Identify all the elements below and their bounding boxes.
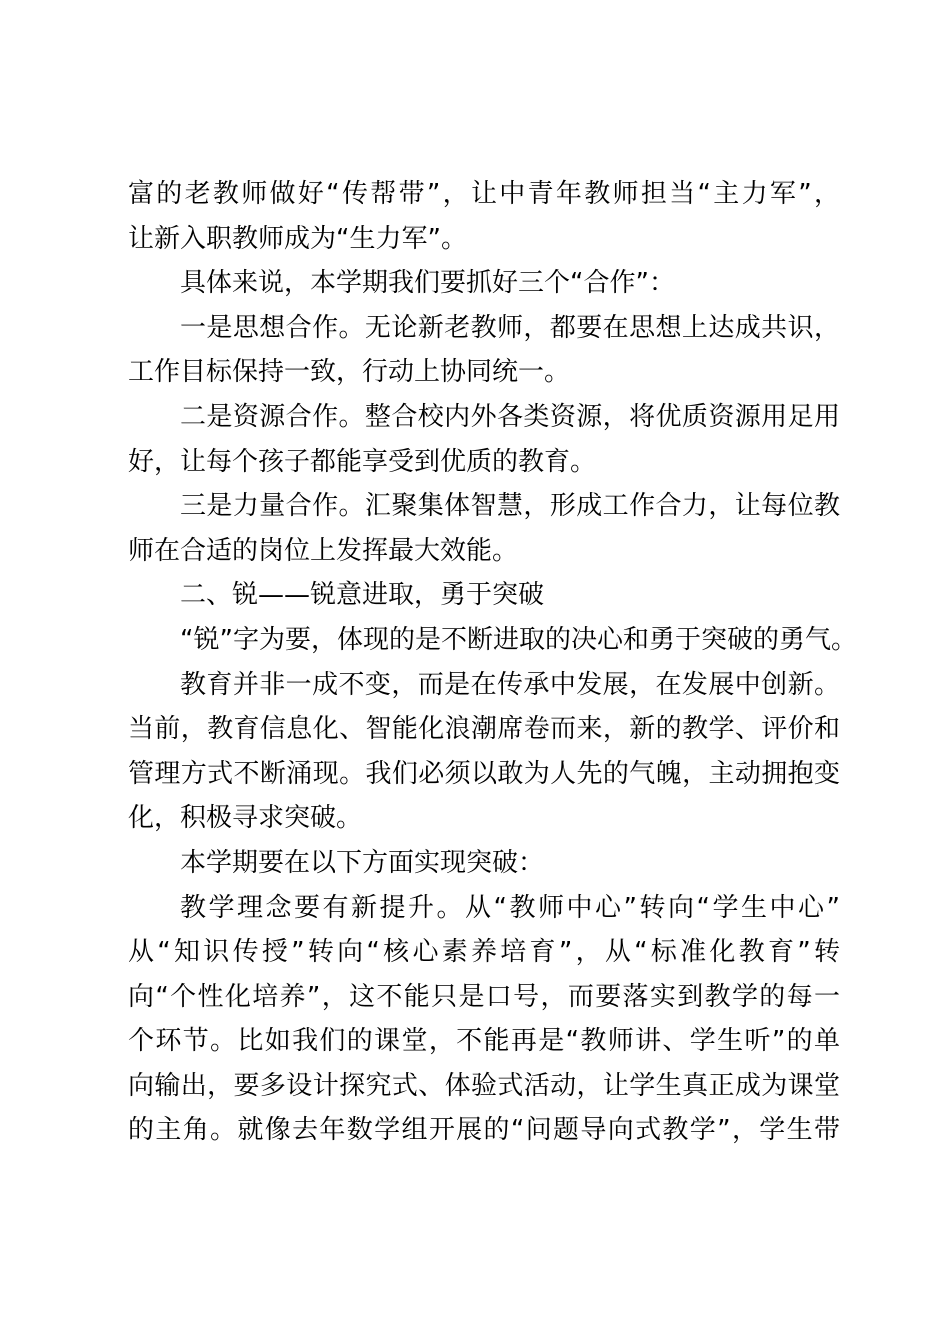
body-line: “锐”字为要，体现的是不断进取的决心和勇于突破的勇气。: [180, 624, 857, 655]
section-heading: 二、锐——锐意进取，勇于突破: [180, 580, 545, 611]
body-line: 向“个性化培养”，这不能只是口号，而要落实到教学的每一: [128, 981, 840, 1012]
body-line: 一是思想合作。无论新老教师，都要在思想上达成共识，: [180, 312, 840, 343]
body-line: 让新入职教师成为“生力军”。: [128, 223, 467, 254]
body-line: 个环节。比如我们的课堂，不能再是“教师讲、学生听”的单: [128, 1026, 840, 1057]
body-line: 本学期要在以下方面实现突破：: [180, 847, 545, 878]
body-line: 工作目标保持一致，行动上协同统一。: [128, 357, 571, 388]
body-line: 从“知识传授”转向“核心素养培育”，从“标准化教育”转: [128, 937, 840, 968]
body-line: 师在合适的岗位上发挥最大效能。: [128, 535, 519, 566]
body-line: 的主角。就像去年数学组开展的“问题导向式教学”，学生带: [128, 1115, 840, 1146]
body-line: 富的老教师做好“传帮带”，让中青年教师担当“主力军”，: [128, 179, 840, 209]
body-line: 三是力量合作。汇聚集体智慧，形成工作合力，让每位教: [180, 491, 840, 522]
document-body: [128, 172, 857, 1153]
body-line: 二是资源合作。整合校内外各类资源，将优质资源用足用: [180, 401, 840, 432]
body-line: 向输出，要多设计探究式、体验式活动，让学生真正成为课堂: [128, 1070, 840, 1101]
body-line: 具体来说，本学期我们要抓好三个“合作”：: [180, 268, 675, 299]
body-line: 管理方式不断涌现。我们必须以敢为人先的气魄，主动拥抱变: [128, 758, 840, 789]
body-line: 好，让每个孩子都能享受到优质的教育。: [128, 446, 597, 477]
body-line: 教育并非一成不变，而是在传承中发展，在发展中创新。: [180, 669, 840, 700]
body-line: 教学理念要有新提升。从“教师中心”转向“学生中心”: [180, 892, 840, 923]
body-line: 化，积极寻求突破。: [128, 803, 363, 834]
body-line: 当前，教育信息化、智能化浪潮席卷而来，新的教学、评价和: [128, 714, 840, 745]
